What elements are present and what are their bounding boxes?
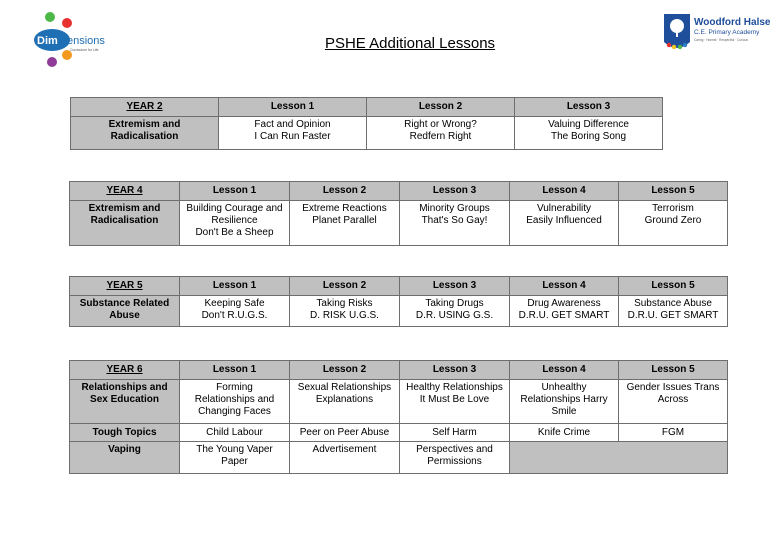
lesson-cell: Healthy Relationships It Must Be Love	[400, 380, 510, 424]
lesson-cell: Fact and Opinion I Can Run Faster	[219, 117, 367, 150]
lesson-header: Lesson 3	[400, 277, 510, 296]
topic-cell: Extremism and Radicalisation	[70, 201, 180, 246]
year6-table	[69, 360, 728, 474]
lesson-header: Lesson 4	[510, 277, 619, 296]
svg-text:ensions: ensions	[67, 35, 105, 47]
header-row	[70, 277, 728, 296]
table-row	[70, 201, 728, 246]
lesson-cell: Knife Crime	[510, 424, 619, 442]
lesson-cell: Minority Groups That's So Gay!	[400, 201, 510, 246]
svg-text:Caring · Honest · Respectful ·: Caring · Honest · Respectful · Curious	[694, 38, 749, 42]
lesson-cell: Gender Issues Trans Across	[619, 380, 728, 424]
table-row	[71, 117, 663, 150]
lesson-cell: Keeping Safe Don't R.U.G.S.	[180, 296, 290, 327]
lesson-cell: Child Labour	[180, 424, 290, 442]
lesson-header: Lesson 3	[400, 361, 510, 380]
lesson-header: Lesson 5	[619, 277, 728, 296]
page-title: PSHE Additional Lessons	[324, 35, 496, 52]
year2-table	[70, 97, 663, 150]
lesson-cell: Extreme Reactions Planet Parallel	[290, 201, 400, 246]
topic-cell: Relationships and Sex Education	[70, 380, 180, 424]
lesson-header: Lesson 1	[219, 98, 367, 117]
lesson-header: Lesson 2	[367, 98, 515, 117]
lesson-cell: Sexual Relationships Explanations	[290, 380, 400, 424]
lesson-header: Lesson 2	[290, 277, 400, 296]
header-row	[70, 361, 728, 380]
empty-cell	[510, 442, 728, 474]
year4-table	[69, 181, 728, 246]
svg-text:Dim: Dim	[37, 35, 58, 47]
lesson-cell: Taking Drugs D.R. USING G.S.	[400, 296, 510, 327]
lesson-cell: Vulnerability Easily Influenced	[510, 201, 619, 246]
year-label: YEAR 5	[70, 277, 180, 296]
lesson-cell: Forming Relationships and Changing Faces	[180, 380, 290, 424]
header-row	[71, 98, 663, 117]
year-label: YEAR 6	[70, 361, 180, 380]
topic-cell: Tough Topics	[70, 424, 180, 442]
lesson-cell: Taking Risks D. RISK U.G.S.	[290, 296, 400, 327]
table-row	[70, 424, 728, 442]
lesson-cell: The Young Vaper Paper	[180, 442, 290, 474]
lesson-header: Lesson 2	[290, 182, 400, 201]
lesson-header: Lesson 5	[619, 182, 728, 201]
lesson-cell: Building Courage and Resilience Don't Be a Sheep	[180, 201, 290, 246]
lesson-header: Lesson 3	[515, 98, 663, 117]
svg-text:Woodford Halse: Woodford Halse	[694, 17, 771, 28]
svg-text:C.E. Primary Academy: C.E. Primary Academy	[694, 29, 760, 36]
lesson-header: Lesson 3	[400, 182, 510, 201]
lesson-cell: Drug Awareness D.R.U. GET SMART	[510, 296, 619, 327]
header-row	[70, 182, 728, 201]
lesson-cell: Right or Wrong? Redfern Right	[367, 117, 515, 150]
lesson-cell: Terrorism Ground Zero	[619, 201, 728, 246]
lesson-cell: Perspectives and Permissions	[400, 442, 510, 474]
table-row	[70, 380, 728, 424]
lesson-header: Lesson 2	[290, 361, 400, 380]
lesson-cell: Peer on Peer Abuse	[290, 424, 400, 442]
topic-cell: Vaping	[70, 442, 180, 474]
lesson-cell: FGM	[619, 424, 728, 442]
topic-cell: Extremism and Radicalisation	[71, 117, 219, 150]
lesson-cell: Unhealthy Relationships Harry Smile	[510, 380, 619, 424]
lesson-cell: Advertisement	[290, 442, 400, 474]
table-row	[70, 296, 728, 327]
lesson-header: Lesson 1	[180, 361, 290, 380]
lesson-header: Lesson 4	[510, 361, 619, 380]
lesson-cell: Substance Abuse D.R.U. GET SMART	[619, 296, 728, 327]
lesson-header: Lesson 1	[180, 277, 290, 296]
table-row	[70, 442, 728, 474]
lesson-header: Lesson 4	[510, 182, 619, 201]
lesson-cell: Self Harm	[400, 424, 510, 442]
lesson-cell: Valuing Difference The Boring Song	[515, 117, 663, 150]
lesson-header: Lesson 1	[180, 182, 290, 201]
topic-cell: Substance Related Abuse	[70, 296, 180, 327]
lesson-header: Lesson 5	[619, 361, 728, 380]
year-label: YEAR 2	[71, 98, 219, 117]
svg-text:Curriculum for Life: Curriculum for Life	[70, 48, 99, 52]
year-label: YEAR 4	[70, 182, 180, 201]
year5-table	[69, 276, 728, 327]
